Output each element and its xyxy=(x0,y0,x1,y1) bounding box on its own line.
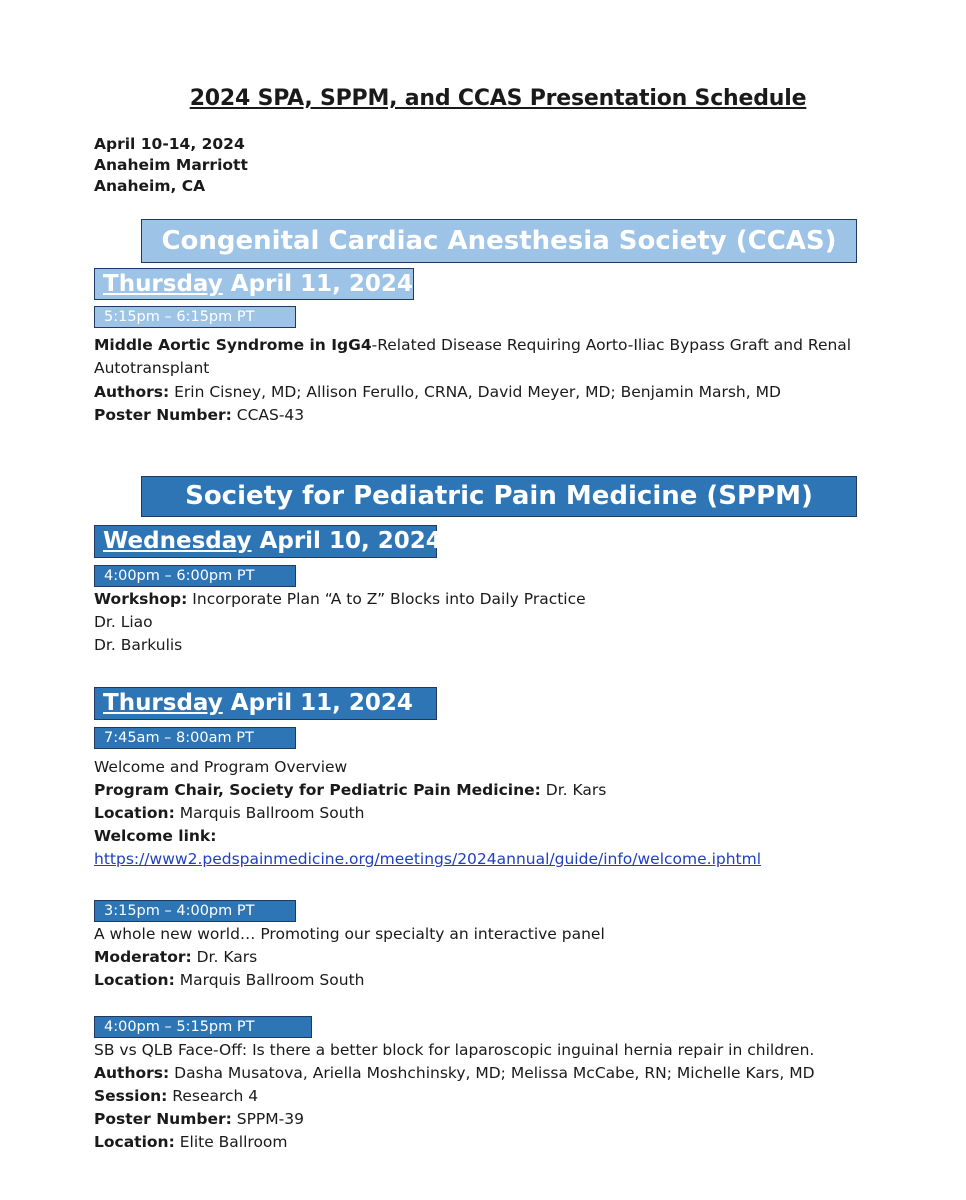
moderator-label: Moderator: xyxy=(94,948,192,966)
day-weekday: Wednesday xyxy=(103,528,252,554)
sppm-s2-title: A whole new world… Promoting our specialty an interactive panel xyxy=(94,925,605,943)
sppm-s1-time: 7:45am – 8:00am PT xyxy=(94,727,296,749)
location-label: Location: xyxy=(94,971,175,989)
ccas-authors xyxy=(94,381,781,404)
event-city: Anaheim, CA xyxy=(94,177,206,195)
poster-label: Poster Number: xyxy=(94,406,232,424)
sppm-s3-time: 4:00pm – 5:15pm PT xyxy=(94,1016,312,1038)
workshop-value: Incorporate Plan “A to Z” Blocks into Daily Practice xyxy=(192,590,586,608)
link-label: Welcome link: xyxy=(94,827,217,845)
poster-value: SPPM-39 xyxy=(236,1110,304,1128)
sppm-speaker: Dr. Barkulis xyxy=(94,636,183,654)
sppm-s3-authors xyxy=(94,1062,815,1085)
location-label: Location: xyxy=(94,1133,175,1151)
day-weekday: Thursday xyxy=(103,690,223,716)
location-value: Marquis Ballroom South xyxy=(179,804,365,822)
ccas-session-time: 5:15pm – 6:15pm PT xyxy=(94,306,296,328)
day-date: April 11, 2024 xyxy=(230,271,413,297)
sppm-s3-poster xyxy=(94,1108,304,1131)
event-venue: Anaheim Marriott xyxy=(94,156,248,174)
authors-value: Erin Cisney, MD; Allison Ferullo, CRNA, David Meyer, MD; Benjamin Marsh, MD xyxy=(174,383,781,401)
day-date: April 10, 2024 xyxy=(259,528,442,554)
welcome-link[interactable]: https://www2.pedspainmedicine.org/meetings/2024annual/guide/info/welcome.iphtml xyxy=(94,850,762,868)
sppm-s2-time: 3:15pm – 4:00pm PT xyxy=(94,900,296,922)
sppm-s2-location xyxy=(94,969,364,992)
sppm-wednesday-heading xyxy=(94,525,442,558)
poster-value: CCAS-43 xyxy=(236,406,305,424)
sppm-speaker: Dr. Liao xyxy=(94,613,153,631)
sppm-s1-title: Welcome and Program Overview xyxy=(94,758,348,776)
poster-label: Poster Number: xyxy=(94,1110,232,1128)
sppm-s3-location xyxy=(94,1131,288,1154)
sppm-thursday-heading xyxy=(94,687,437,720)
ccas-poster-number xyxy=(94,404,304,427)
event-dates: April 10-14, 2024 xyxy=(94,135,245,153)
day-weekday: Thursday xyxy=(103,271,223,297)
ccas-session-title xyxy=(94,334,851,357)
sppm-workshop-time: 4:00pm – 6:00pm PT xyxy=(94,565,296,587)
location-value: Marquis Ballroom South xyxy=(179,971,365,989)
sppm-s1-chair xyxy=(94,779,606,802)
session-label: Session: xyxy=(94,1087,168,1105)
authors-label: Authors: xyxy=(94,383,170,401)
ccas-day-heading xyxy=(94,268,414,300)
sppm-s1-link-label xyxy=(94,825,216,848)
day-date: April 11, 2024 xyxy=(230,690,413,716)
sppm-s1-location xyxy=(94,802,364,825)
chair-label: Program Chair, Society for Pediatric Pain Medicine: xyxy=(94,781,541,799)
location-label: Location: xyxy=(94,804,175,822)
ccas-session-title-cont: Autotransplant xyxy=(94,359,210,377)
title-bold-part: Middle Aortic Syndrome in IgG4 xyxy=(94,336,372,354)
sppm-s1-link-row xyxy=(94,848,761,871)
sppm-s3-title: SB vs QLB Face-Off: Is there a better block for laparoscopic inguinal hernia repair in children. xyxy=(94,1041,815,1059)
authors-value: Dasha Musatova, Ariella Moshchinsky, MD; Melissa McCabe, RN; Michelle Kars, MD xyxy=(174,1064,815,1082)
ccas-society-header: Congenital Cardiac Anesthesia Society (CCAS) xyxy=(141,219,857,263)
sppm-society-header: Society for Pediatric Pain Medicine (SPPM) xyxy=(141,476,857,517)
sppm-s2-moderator xyxy=(94,946,257,969)
location-value: Elite Ballroom xyxy=(179,1133,288,1151)
workshop-label: Workshop: xyxy=(94,590,188,608)
moderator-value: Dr. Kars xyxy=(196,948,258,966)
session-value: Research 4 xyxy=(172,1087,259,1105)
authors-label: Authors: xyxy=(94,1064,170,1082)
page-title: 2024 SPA, SPPM, and CCAS Presentation Schedule xyxy=(189,86,807,111)
sppm-s3-session xyxy=(94,1085,258,1108)
title-rest-part: -Related Disease Requiring Aorto-Iliac Bypass Graft and Renal xyxy=(371,336,852,354)
chair-value: Dr. Kars xyxy=(545,781,607,799)
sppm-workshop xyxy=(94,588,586,611)
